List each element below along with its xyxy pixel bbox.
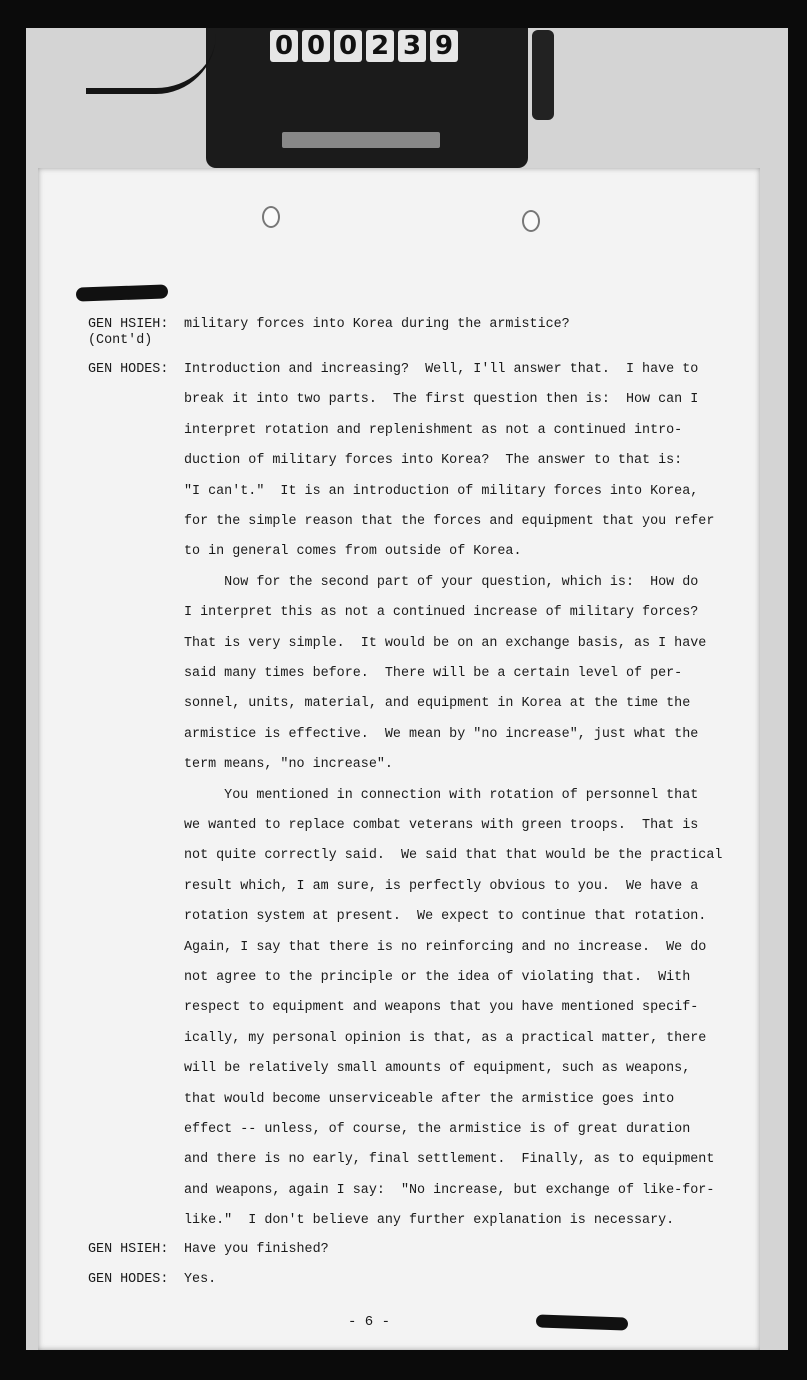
counter-digit: 2 xyxy=(366,30,394,62)
page-number: - 6 - xyxy=(348,1314,391,1330)
counter-digit: 9 xyxy=(430,30,458,62)
transcript-line: to in general comes from outside of Korea. xyxy=(184,544,522,560)
transcript-line: and weapons, again I say: "No increase, but exchange of like-for- xyxy=(184,1182,715,1198)
transcript-line: military forces into Korea during the armistice? xyxy=(184,317,570,332)
transcript-line: that would become unserviceable after the armistice goes into xyxy=(184,1091,675,1107)
transcript-line: we wanted to replace combat veterans with green troops. That is xyxy=(184,818,699,833)
counter-knob xyxy=(532,30,554,120)
counter-digit: 0 xyxy=(270,30,298,62)
transcript-line: You mentioned in connection with rotation of personnel that xyxy=(184,787,699,803)
device-plate xyxy=(282,132,440,148)
speaker-continued: (Cont'd) xyxy=(88,333,153,348)
punch-hole xyxy=(262,206,280,228)
transcript-line: not agree to the principle or the idea of violating that. With xyxy=(184,970,691,985)
transcript-line: interpret rotation and replenishment as not a continued intro- xyxy=(184,422,683,438)
counter-digit: 0 xyxy=(302,30,330,62)
transcript-line: break it into two parts. The first question then is: How can I xyxy=(184,392,699,408)
counter-digit: 3 xyxy=(398,30,426,62)
transcript-line: said many times before. There will be a certain level of per- xyxy=(184,666,683,681)
transcript-line: Now for the second part of your question, which is: How do xyxy=(184,574,699,590)
transcript-line: Yes. xyxy=(184,1272,217,1287)
transcript-line: effect -- unless, of course, the armistice is of great duration xyxy=(184,1122,691,1137)
transcript-line: Again, I say that there is no reinforcing and no increase. We do xyxy=(184,939,707,955)
transcript-line: ically, my personal opinion is that, as a practical matter, there xyxy=(184,1030,707,1046)
transcript-line: respect to equipment and weapons that you have mentioned specif- xyxy=(184,1000,699,1016)
transcript-line: like." I don't believe any further explanation is necessary. xyxy=(184,1213,675,1229)
speaker-label: GEN HSIEH: xyxy=(88,317,169,332)
speaker-label: GEN HODES: xyxy=(88,362,169,377)
transcript-line: armistice is effective. We mean by "no increase", just what the xyxy=(184,726,699,742)
transcript-line: and there is no early, final settlement. Finally, as to equipment xyxy=(184,1152,715,1168)
transcript-line: not quite correctly said. We said that that would be the practical xyxy=(184,848,723,864)
transcript-line: I interpret this as not a continued increase of military forces? xyxy=(184,605,699,621)
transcript-line: That is very simple. It would be on an exchange basis, as I have xyxy=(184,635,707,651)
transcript-line: result which, I am sure, is perfectly obvious to you. We have a xyxy=(184,878,699,894)
transcript-line: "I can't." It is an introduction of military forces into Korea, xyxy=(184,483,699,499)
punch-hole xyxy=(522,210,540,232)
transcript-line: rotation system at present. We expect to continue that rotation. xyxy=(184,909,707,925)
speaker-label: GEN HSIEH: xyxy=(88,1242,169,1257)
transcript-line: term means, "no increase". xyxy=(184,757,393,773)
transcript-line: for the simple reason that the forces and equipment that you refer xyxy=(184,514,715,529)
speaker-label: GEN HODES: xyxy=(88,1272,169,1287)
counter-digit: 0 xyxy=(334,30,362,62)
transcript-line: Introduction and increasing? Well, I'll answer that. I have to xyxy=(184,362,699,377)
transcript-line: will be relatively small amounts of equipment, such as weapons, xyxy=(184,1061,691,1077)
frame-counter xyxy=(270,30,458,66)
transcript-line: Have you finished? xyxy=(184,1242,329,1257)
transcript-line: duction of military forces into Korea? The answer to that is: xyxy=(184,453,683,469)
transcript-line: sonnel, units, material, and equipment in Korea at the time the xyxy=(184,696,691,712)
frame-counter-device xyxy=(206,28,528,168)
